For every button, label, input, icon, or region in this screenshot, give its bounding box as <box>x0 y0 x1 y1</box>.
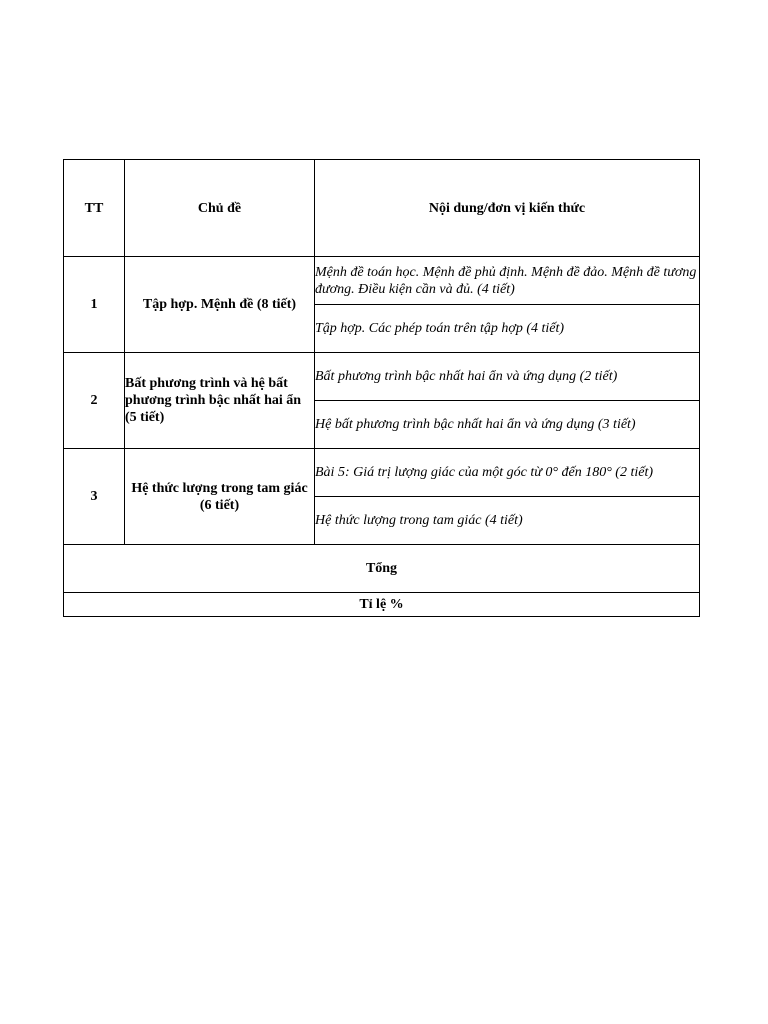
header-content: Nội dung/đơn vị kiến thức <box>315 160 700 257</box>
table-row <box>64 257 700 305</box>
header-tt: TT <box>64 160 125 257</box>
content-cell: Hệ bất phương trình bậc nhất hai ẩn và ứng dụng (3 tiết) <box>315 401 700 449</box>
content-cell: Bất phương trình bậc nhất hai ẩn và ứng dụng (2 tiết) <box>315 353 700 401</box>
total-row <box>64 545 700 593</box>
content-cell: Tập hợp. Các phép toán trên tập hợp (4 tiết) <box>315 305 700 353</box>
header-topic: Chủ đề <box>125 160 315 257</box>
content-cell: Bài 5: Giá trị lượng giác của một góc từ 0° đến 180° (2 tiết) <box>315 449 700 497</box>
topic-cell: Hệ thức lượng trong tam giác (6 tiết) <box>125 449 315 545</box>
row-number: 3 <box>64 449 125 545</box>
topic-cell: Bất phương trình và hệ bất phương trình bậc nhất hai ẩn (5 tiết) <box>125 353 315 449</box>
total-label: Tổng <box>64 545 700 593</box>
content-cell: Mệnh đề toán học. Mệnh đề phủ định. Mệnh đề đảo. Mệnh đề tương đương. Điều kiện cần và đủ. (4 tiết) <box>315 257 700 305</box>
topic-cell: Tập hợp. Mệnh đề (8 tiết) <box>125 257 315 353</box>
content-cell: Hệ thức lượng trong tam giác (4 tiết) <box>315 497 700 545</box>
row-number: 2 <box>64 353 125 449</box>
table-row <box>64 353 700 401</box>
ratio-label: Tỉ lệ % <box>64 593 700 617</box>
header-row <box>64 160 700 257</box>
table-row <box>64 449 700 497</box>
row-number: 1 <box>64 257 125 353</box>
knowledge-table <box>63 159 700 617</box>
ratio-row <box>64 593 700 617</box>
